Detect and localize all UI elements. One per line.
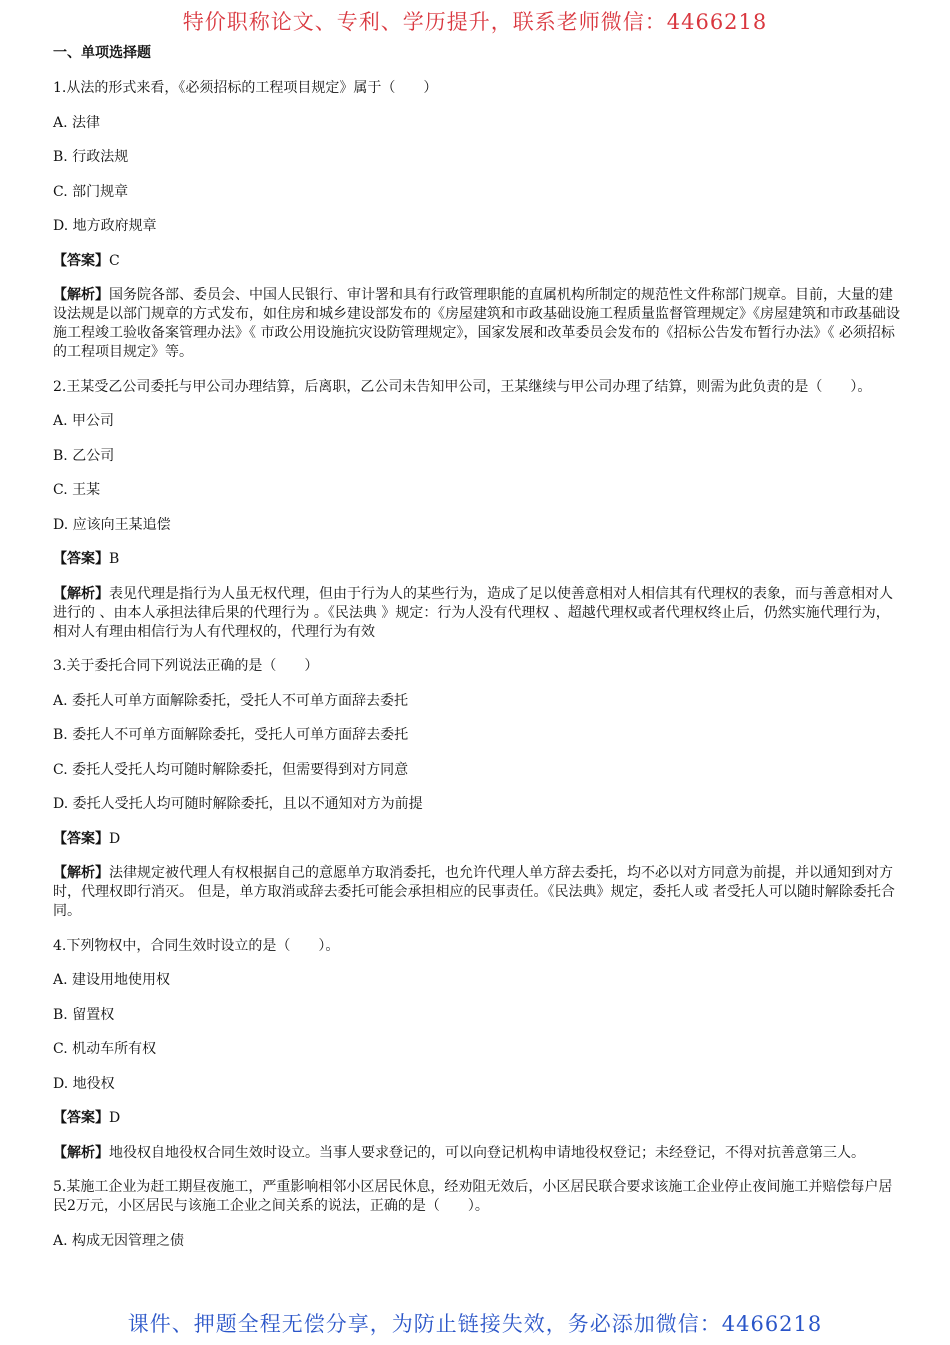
answer-value: D [109, 830, 121, 847]
promo-banner-bottom: 课件、押题全程无偿分享，为防止链接失效，务必添加微信：4466218 [127, 1312, 823, 1336]
answer-label: 【答案】 [53, 252, 109, 269]
answer-value: D [109, 1110, 121, 1126]
question-stem: 2.王某受乙公司委托与甲公司办理结算，后离职，乙公司未告知甲公司，王某继续与甲公司办理了结算，则需为此负责的是（ ）。 [53, 378, 872, 395]
promo-banner-top: 特价职称论文、专利、学历提升，联系老师微信：4466218 [182, 10, 768, 34]
question-stem: 4.下列物权中，合同生效时设立的是（ ）。 [53, 937, 340, 954]
answer-line [53, 252, 903, 271]
question-stem: 5.某施工企业为赶工期昼夜施工，严重影响相邻小区居民休息，经劝阻无效后，小区居民联合要求该施工企业停止夜间施工并赔偿每户居民2万元，小区居民与该施工企业之间关系的说法，正确的是（ ）。 [53, 1179, 893, 1214]
question-1 [53, 79, 903, 362]
answer-line [53, 1109, 903, 1128]
analysis-label: 【解析】 [53, 1144, 109, 1161]
question-3 [53, 657, 903, 921]
question-stem: 3.关于委托合同下列说法正确的是（ ） [53, 658, 319, 674]
analysis-paragraph [53, 585, 903, 642]
analysis-text: 法律规定被代理人有权根据自己的意愿单方取消委托，也允许代理人单方辞去委托，均不必以对方同意为前提，并以通知到对方时，代理权即行消灭。 但是，单方取消或辞去委托可能会承担相应的民事责任。《民法典》规定，委托人或 者受托人可以随时解除委托合同。 [53, 865, 895, 919]
answer-label: 【答案】 [53, 1110, 109, 1126]
option-c: C. 机动车所有权 [53, 1041, 157, 1057]
answer-label: 【答案】 [53, 830, 109, 847]
analysis-text: 地役权自地役权合同生效时设立。当事人要求登记的，可以向登记机构申请地役权登记；未经登记，不得对抗善意第三人。 [109, 1144, 865, 1161]
option-d: D. 应该向王某追偿 [53, 516, 171, 533]
answer-label: 【答案】 [53, 551, 109, 567]
analysis-label: 【解析】 [53, 287, 109, 303]
section-title: 一、单项选择题 [53, 45, 151, 61]
question-4 [53, 937, 903, 1163]
option-a: A. 法律 [53, 114, 101, 131]
option-a: A. 委托人可单方面解除委托，受托人不可单方面辞去委托 [53, 692, 409, 709]
answer-line [53, 550, 903, 569]
answer-line [53, 830, 903, 849]
option-b: B. 行政法规 [53, 149, 129, 165]
document-body [53, 44, 903, 1266]
option-d: D. 地役权 [53, 1075, 115, 1092]
analysis-label: 【解析】 [53, 865, 109, 881]
option-a: A. 建设用地使用权 [53, 972, 171, 988]
option-c: C. 部门规章 [53, 183, 129, 200]
analysis-label: 【解析】 [53, 585, 109, 602]
analysis-paragraph [53, 286, 903, 362]
analysis-paragraph [53, 864, 903, 921]
option-a: A. 甲公司 [53, 413, 115, 429]
analysis-text: 国务院各部、委员会、中国人民银行、审计署和具有行政管理职能的直属机构所制定的规范性文件称部门规章。目前，大量的建设法规是以部门规章的方式发布，如住房和城乡建设部发布的《房屋建筑和市政基础设施工程质量监督管理规定》《房屋建筑和市政基础设施工程竣工验收备案管理办法》《 市政公用设施抗灾设防管理规定》，国家发展和改革委员会发布的《招标公告发布暂行办法》《 必须招标的工程项目规定》等。 [53, 287, 900, 360]
option-b: B. 乙公司 [53, 447, 115, 464]
option-d: D. 地方政府规章 [53, 218, 157, 234]
option-d: D. 委托人受托人均可随时解除委托，且以不通知对方为前提 [53, 796, 423, 812]
answer-value: B [109, 551, 120, 567]
analysis-paragraph [53, 1144, 903, 1163]
analysis-text: 表见代理是指行为人虽无权代理，但由于行为人的某些行为，造成了足以使善意相对人相信其有代理权的表象，而与善意相对人进行的 、由本人承担法律后果的代理行为 。《民法典 》规定：行为人没有代理权 、超越代理权或者代理权终止后，仍然实施代理行为， 相对人有理由相信行为人有代理权的，代理行为有效 [53, 585, 893, 640]
option-c: C. 委托人受托人均可随时解除委托，但需要得到对方同意 [53, 761, 409, 778]
option-b: B. 留置权 [53, 1006, 115, 1023]
option-c: C. 王某 [53, 482, 101, 498]
question-5 [53, 1178, 903, 1251]
question-stem: 1.从法的形式来看，《必须招标的工程项目规定》属于（ ） [53, 80, 438, 96]
question-2 [53, 378, 903, 642]
option-a: A. 构成无因管理之债 [53, 1232, 185, 1249]
answer-value: C [109, 252, 120, 269]
option-b: B. 委托人不可单方面解除委托，受托人可单方面辞去委托 [53, 727, 409, 743]
